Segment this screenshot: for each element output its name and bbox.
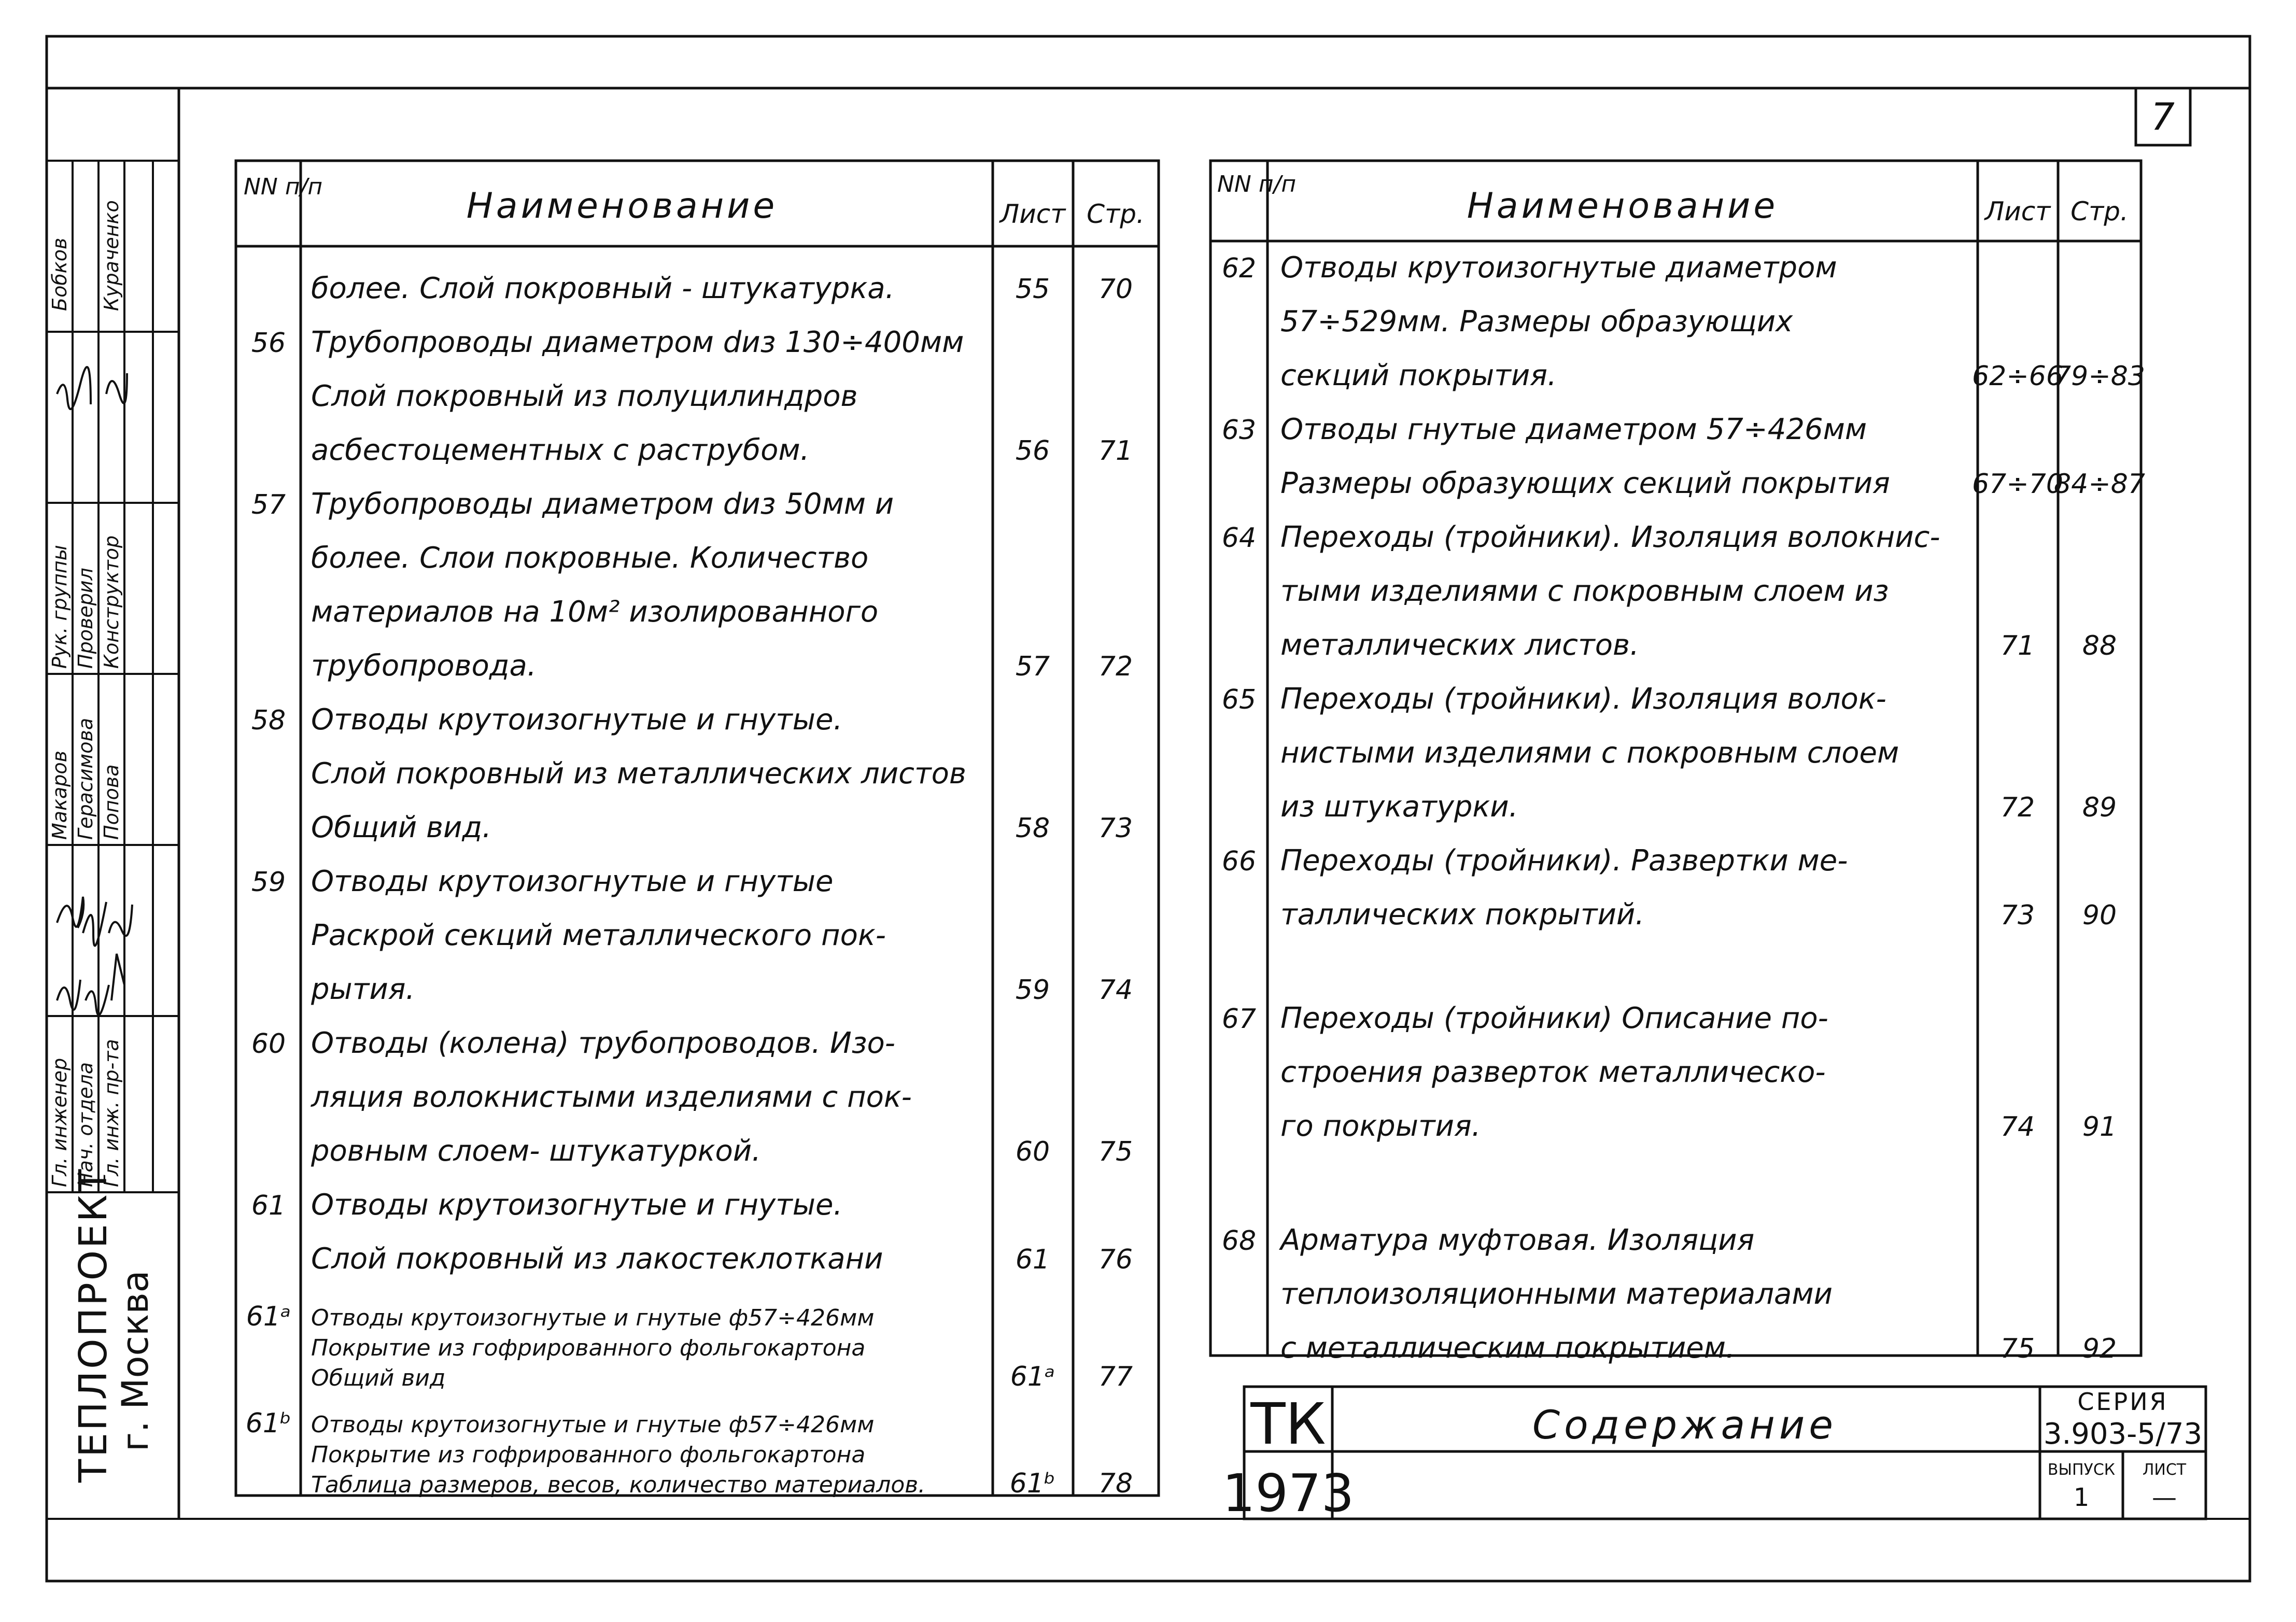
right-row-sheet: 67÷70 <box>1972 469 2063 500</box>
left-header-name: Наименование <box>466 186 778 227</box>
right-row-name-line: Переходы (тройники) Описание по- <box>1280 1002 1828 1035</box>
left-row <box>251 1026 1133 1168</box>
left-row-sheet: 56 <box>1015 435 1050 467</box>
left-row <box>311 272 1133 305</box>
document-title: Содержание <box>1532 1402 1837 1448</box>
left-row <box>251 326 1133 467</box>
left-row-name-line: Отводы крутоизогнутые и гнутые. <box>311 703 843 737</box>
right-row-page: 84÷87 <box>2054 469 2145 500</box>
right-row-number: 66 <box>1221 846 1257 877</box>
right-row-name-line: нистыми изделиями с покровным слоем <box>1280 736 1899 770</box>
side-role-6: Конструктор <box>100 535 123 669</box>
left-row-name-line: ляция волокнистыми изделиями с пок- <box>311 1080 912 1114</box>
right-row-number: 67 <box>1221 1004 1257 1035</box>
right-row-name-line: Переходы (тройники). Развертки ме- <box>1280 844 1848 878</box>
left-row-name-line: Раскрой секций металлического пок- <box>311 919 886 952</box>
right-row-name-line: из штукатурки. <box>1280 790 1518 824</box>
right-row-name-line: тыми изделиями с покровным слоем из <box>1280 574 1889 608</box>
right-row-number: 65 <box>1221 684 1257 715</box>
sheet-label: ЛИСТ <box>2142 1461 2187 1479</box>
right-row-sheet: 62÷66 <box>1972 361 2063 392</box>
left-row-name-line: трубопровода. <box>311 649 537 683</box>
right-row <box>1222 844 2117 932</box>
left-row <box>251 487 1133 683</box>
left-row-page: 71 <box>1098 435 1133 467</box>
side-name-2: Кураченко <box>100 200 123 311</box>
left-row-sheet: 61ᵇ <box>1009 1468 1056 1499</box>
left-row-sheet: 58 <box>1015 813 1050 844</box>
side-role-1: Гл. инженер <box>48 1057 71 1187</box>
right-row-name-line: с металлическим покрытием. <box>1280 1331 1735 1365</box>
right-header-name: Наименование <box>1467 186 1779 227</box>
left-row-page: 70 <box>1098 274 1133 305</box>
right-row-page: 88 <box>2082 630 2117 661</box>
right-row <box>1222 520 2117 662</box>
left-row-name-line: Отводы крутоизогнутые и гнутые. <box>311 1188 843 1222</box>
left-row-name-line: Покрытие из гофрированного фольгокартона <box>311 1442 866 1468</box>
left-row-name-line: Покрытие из гофрированного фольгокартона <box>311 1335 866 1361</box>
issue-value: 1 <box>2073 1483 2090 1512</box>
left-row-name-line: Слой покровный из лакостеклоткани <box>311 1242 883 1276</box>
left-contents-table <box>236 161 1159 1499</box>
left-header-no: NN п/п <box>244 174 323 200</box>
right-row-sheet: 74 <box>2000 1111 2035 1143</box>
right-row-page: 89 <box>2082 792 2117 823</box>
title-block-org: ТК <box>1250 1391 1326 1457</box>
right-row-sheet: 73 <box>2000 900 2035 931</box>
side-name-5: Попова <box>100 764 123 840</box>
left-row-page: 78 <box>1098 1468 1133 1499</box>
right-row-page: 91 <box>2082 1111 2117 1143</box>
right-contents-table <box>1210 161 2145 1365</box>
right-row-number: 64 <box>1221 523 1257 554</box>
left-row-sheet: 60 <box>1015 1136 1050 1167</box>
right-row-name-line: 57÷529мм. Размеры образующих <box>1280 305 1793 338</box>
organization-city: г. Москва <box>114 1270 157 1451</box>
side-role-2: Нач. отдела <box>74 1062 97 1187</box>
issue-label: ВЫПУСК <box>2047 1461 2116 1479</box>
right-row-sheet: 75 <box>2000 1333 2035 1364</box>
left-row-page: 74 <box>1098 975 1133 1006</box>
right-row-number: 68 <box>1221 1225 1257 1257</box>
right-row-page: 90 <box>2082 900 2117 931</box>
series-value: 3.903-5/73 <box>2043 1417 2203 1451</box>
right-header-no: NN п/п <box>1217 171 1297 198</box>
sheet-value: — <box>2152 1483 2177 1512</box>
left-row <box>246 1408 1133 1499</box>
side-name-4: Герасимова <box>74 717 97 840</box>
side-name-3: Макаров <box>48 750 71 840</box>
left-row-name-line: рытия. <box>311 972 415 1006</box>
side-role-5: Проверил <box>74 568 97 669</box>
left-row-name-line: Отводы крутоизогнутые и гнутые ф57÷426мм <box>311 1412 875 1438</box>
right-row-name-line: Переходы (тройники). Изоляция волок- <box>1280 682 1886 716</box>
right-row <box>1222 1002 2117 1143</box>
right-row-name-line: Переходы (тройники). Изоляция волокнис- <box>1280 520 1940 554</box>
left-row-name-line: Слой покровный из металлических листов <box>311 757 966 791</box>
left-row-name-line: ровным слоем- штукатуркой. <box>311 1134 761 1168</box>
left-row-number: 56 <box>251 328 286 359</box>
right-row-name-line: Отводы гнутые диаметром 57÷426мм <box>1280 413 1867 446</box>
left-header-sheet: Лист <box>999 199 1066 229</box>
right-row <box>1222 682 2117 824</box>
left-row-number: 59 <box>251 867 286 898</box>
left-row-number: 61ᵇ <box>245 1408 292 1439</box>
left-row-sheet: 55 <box>1015 274 1050 305</box>
right-row-number: 63 <box>1221 415 1257 446</box>
right-row-page: 79÷83 <box>2054 361 2145 392</box>
right-row-number: 62 <box>1221 253 1257 284</box>
right-row-sheet: 72 <box>2000 792 2035 823</box>
left-row <box>246 1301 1133 1392</box>
left-row-page: 73 <box>1098 813 1133 844</box>
left-row-name-line: Отводы крутоизогнутые и гнутые ф57÷426мм <box>311 1305 875 1331</box>
left-row-name-line: Трубопроводы диаметром dиз 130÷400мм <box>311 326 964 359</box>
right-row-page: 92 <box>2082 1333 2117 1364</box>
left-row-name-line: Отводы крутоизогнутые и гнутые <box>311 865 834 898</box>
left-row-page: 77 <box>1098 1361 1133 1392</box>
right-row <box>1222 413 2145 500</box>
right-row-name-line: Отводы крутоизогнутые диаметром <box>1280 251 1837 285</box>
left-row-number: 61 <box>251 1190 286 1221</box>
left-row-sheet: 57 <box>1015 651 1050 682</box>
right-row-name-line: Размеры образующих секций покрытия <box>1280 467 1890 500</box>
organization-name: ТЕПЛОПРОЕКТ <box>71 1167 116 1483</box>
side-name-1: Бобков <box>48 237 71 311</box>
left-row-sheet: 61 <box>1015 1244 1050 1275</box>
left-row <box>251 1188 1133 1276</box>
right-row-name-line: секций покрытия. <box>1280 359 1557 392</box>
right-row-name-line: строения разверток металлическо- <box>1280 1055 1826 1089</box>
right-header-sheet: Лист <box>1984 196 2051 227</box>
left-row-number: 60 <box>251 1028 286 1060</box>
left-row-name-line: Таблица размеров, весов, количество материалов. <box>311 1472 926 1498</box>
side-role-4: Рук. группы <box>48 545 71 669</box>
left-row-name-line: более. Слои покровные. Количество <box>311 541 869 575</box>
series-label: СЕРИЯ <box>2077 1388 2168 1416</box>
left-row-name-line: Слой покровный из полуцилиндров <box>311 379 858 413</box>
left-row-name-line: материалов на 10м² изолированного <box>311 595 879 629</box>
right-header-page: Стр. <box>2070 196 2129 227</box>
left-row-name-line: Общий вид. <box>311 811 491 844</box>
left-row-sheet: 59 <box>1015 975 1050 1006</box>
left-row-number: 58 <box>251 705 286 736</box>
left-table-rows <box>246 272 1133 1499</box>
left-header-page: Стр. <box>1087 199 1145 229</box>
right-row-name-line: теплоизоляционными материалами <box>1280 1277 1833 1311</box>
left-row-name-line: Трубопроводы диаметром dиз 50мм и <box>311 487 894 521</box>
left-row <box>251 703 1133 844</box>
side-signature-block <box>47 161 179 1483</box>
left-row-name-line: асбестоцементных с раструбом. <box>311 433 810 467</box>
right-row <box>1222 1223 2117 1365</box>
left-row-sheet: 61ᵃ <box>1010 1361 1055 1392</box>
sheet-number: 7 <box>2151 95 2175 138</box>
left-row-page: 75 <box>1098 1136 1133 1167</box>
right-row-name-line: таллических покрытий. <box>1280 898 1645 932</box>
right-row <box>1222 251 2145 392</box>
title-block-year: 1973 <box>1222 1463 1355 1524</box>
right-row-name-line: металлических листов. <box>1280 628 1639 662</box>
left-row-page: 72 <box>1098 651 1133 682</box>
left-row-page: 76 <box>1098 1244 1133 1275</box>
left-row <box>251 865 1133 1006</box>
left-row-name-line: Отводы (колена) трубопроводов. Изо- <box>311 1026 895 1060</box>
handwritten-signatures <box>57 367 132 1015</box>
left-row-number: 61ᵃ <box>246 1301 291 1332</box>
right-row-name-line: го покрытия. <box>1280 1109 1481 1143</box>
side-role-3: Гл. инж. пр-та <box>100 1039 123 1187</box>
right-table-rows <box>1222 251 2145 1365</box>
left-row-name-line: Общий вид <box>311 1365 446 1391</box>
right-row-sheet: 71 <box>2000 630 2035 661</box>
left-row-name-line: более. Слой покровный - штукатурка. <box>311 272 895 305</box>
left-row-number: 57 <box>251 489 286 520</box>
right-row-name-line: Арматура муфтовая. Изоляция <box>1280 1223 1755 1257</box>
title-block <box>1222 1387 2206 1524</box>
